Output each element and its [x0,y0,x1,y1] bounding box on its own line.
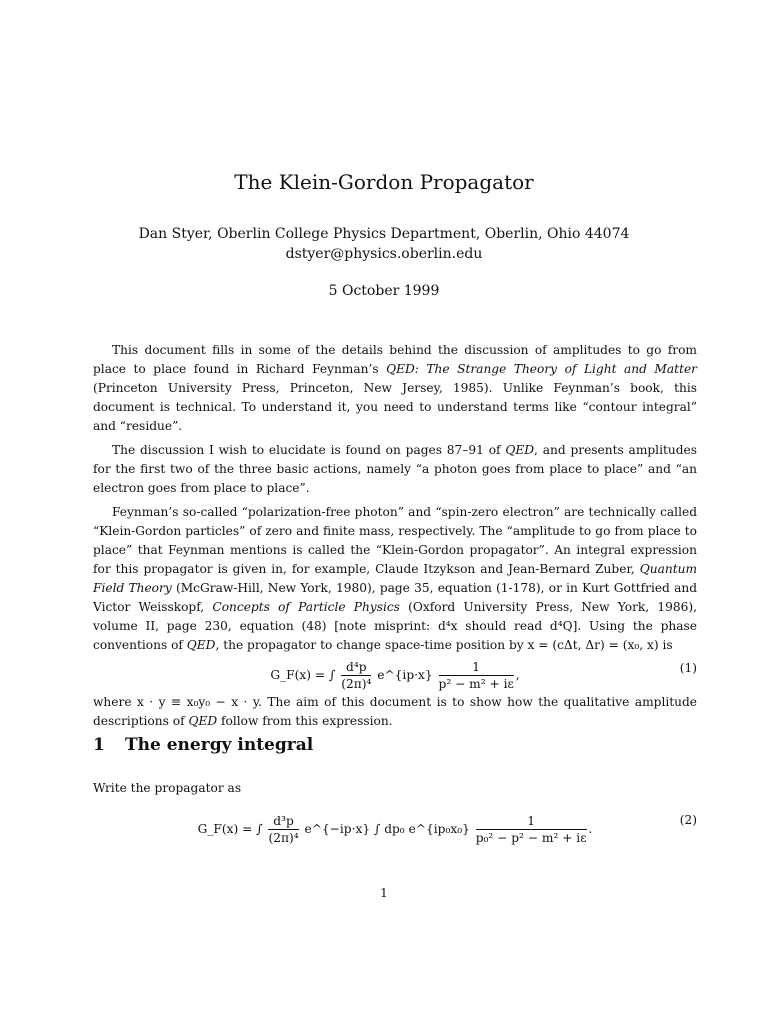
eq2-frac2-den: p₀² − p² − m² + iε [475,831,587,845]
paragraph-2 [93,441,697,498]
paragraph-3 [93,503,697,655]
p3-text-c: (Oxford University Press, New York, 1986), volume II, page 230, equation (48) [note misprint: d⁴x should read d⁴Q]. Using the phase conventions of [93,600,698,652]
p4-text-a: where x · y ≡ x₀y₀ − x · y. The aim of this document is to show how the qualitative amplitude descriptions of [93,695,697,728]
p4-qed: QED [188,714,218,728]
p3-book-2: Concepts of Particle Physics [212,600,400,614]
eq2-lhs: G_F(x) = ∫ [197,822,263,836]
paper-title: The Klein-Gordon Propagator [234,170,534,194]
p1-book-title: QED: The Strange Theory of Light and Matter [386,362,698,376]
author-block [0,224,768,264]
author-line: Dan Styer, Oberlin College Physics Department, Oberlin, Ohio 44074 [138,226,630,242]
eq2-exponential-1: e^{−ip·x} [304,822,371,836]
equation-2-number: (2) [679,813,697,827]
section-number: 1 [93,735,105,755]
equation-2 [93,803,697,847]
p2-text-a: The discussion I wish to elucidate is found on pages 87–91 of [112,443,506,457]
eq1-frac1-num: d⁴p [341,659,371,676]
section-title: The energy integral [125,735,314,755]
paper-date: 5 October 1999 [328,283,440,299]
eq1-lhs: G_F(x) = ∫ [270,668,336,682]
eq2-trail: . [588,822,593,836]
paragraph-1 [93,341,697,436]
eq1-trail: , [515,668,520,682]
p3-text-a: Feynman’s so-called “polarization-free photon” and “spin-zero electron” are technically called “Klein-Gordon particles” of zero and finite mass, respectively. The “amplitude to go from place to place” that Feynman mentions is called the “Klein-Gordon propagator”. An integral expression for this propagator is given in, for example, Claude Itzykson and Jean-Bernard Zuber, [93,505,697,576]
section-heading [93,735,313,755]
eq1-frac-2 [439,659,514,692]
p2-text-b: , and presents amplitudes for the first two of the three basic actions, namely “a photon goes from place to place” and “an electron goes from place to place”. [93,443,697,495]
p3-text-d: , the propagator to change space-time position by x = (cΔt, Δr) = (x₀, x) is [215,638,673,652]
equation-2-content [93,813,697,846]
page-number: 1 [380,886,388,900]
eq1-frac-1 [341,659,371,692]
eq1-frac2-num: 1 [439,659,514,676]
paragraph-5: Write the propagator as [93,781,242,795]
abstract-body [93,341,697,736]
p1-text-b: (Princeton University Press, Princeton, New Jersey, 1985). Unlike Feynman’s book, this document is technical. To understand it, you need to understand terms like “contour integral” and “residue”. [93,381,697,433]
p2-qed: QED [505,443,535,457]
eq2-frac1-den: (2π)⁴ [268,831,299,845]
p4-text-b: follow from this expression. [217,714,393,728]
eq2-inner-integral: ∫ dp₀ [373,822,405,836]
p3-qed: QED [186,638,216,652]
author-email: dstyer@physics.oberlin.edu [285,246,483,262]
equation-1 [93,651,697,691]
p3-book-1: Quantum Field Theory [93,562,697,595]
eq2-frac1-num: d³p [268,813,298,830]
eq1-frac2-den: p² − m² + iε [438,677,514,691]
eq2-frac-1 [268,813,298,846]
equation-1-number: (1) [679,661,697,675]
eq1-frac1-den: (2π)⁴ [341,677,372,691]
eq2-frac2-num: 1 [476,813,587,830]
eq1-exponential: e^{ip·x} [377,668,433,682]
p1-text-a: This document fills in some of the details behind the discussion of amplitudes to go from place to place found in Richard Feynman’s [93,343,697,376]
equation-1-content [93,659,697,692]
paragraph-4 [93,693,697,731]
eq2-frac-2 [476,813,587,846]
p3-text-b: (McGraw-Hill, New York, 1980), page 35, equation (1-178), or in Kurt Gottfried and Victor Weisskopf, [93,581,697,614]
eq2-exponential-2: e^{ip₀x₀} [408,822,470,836]
